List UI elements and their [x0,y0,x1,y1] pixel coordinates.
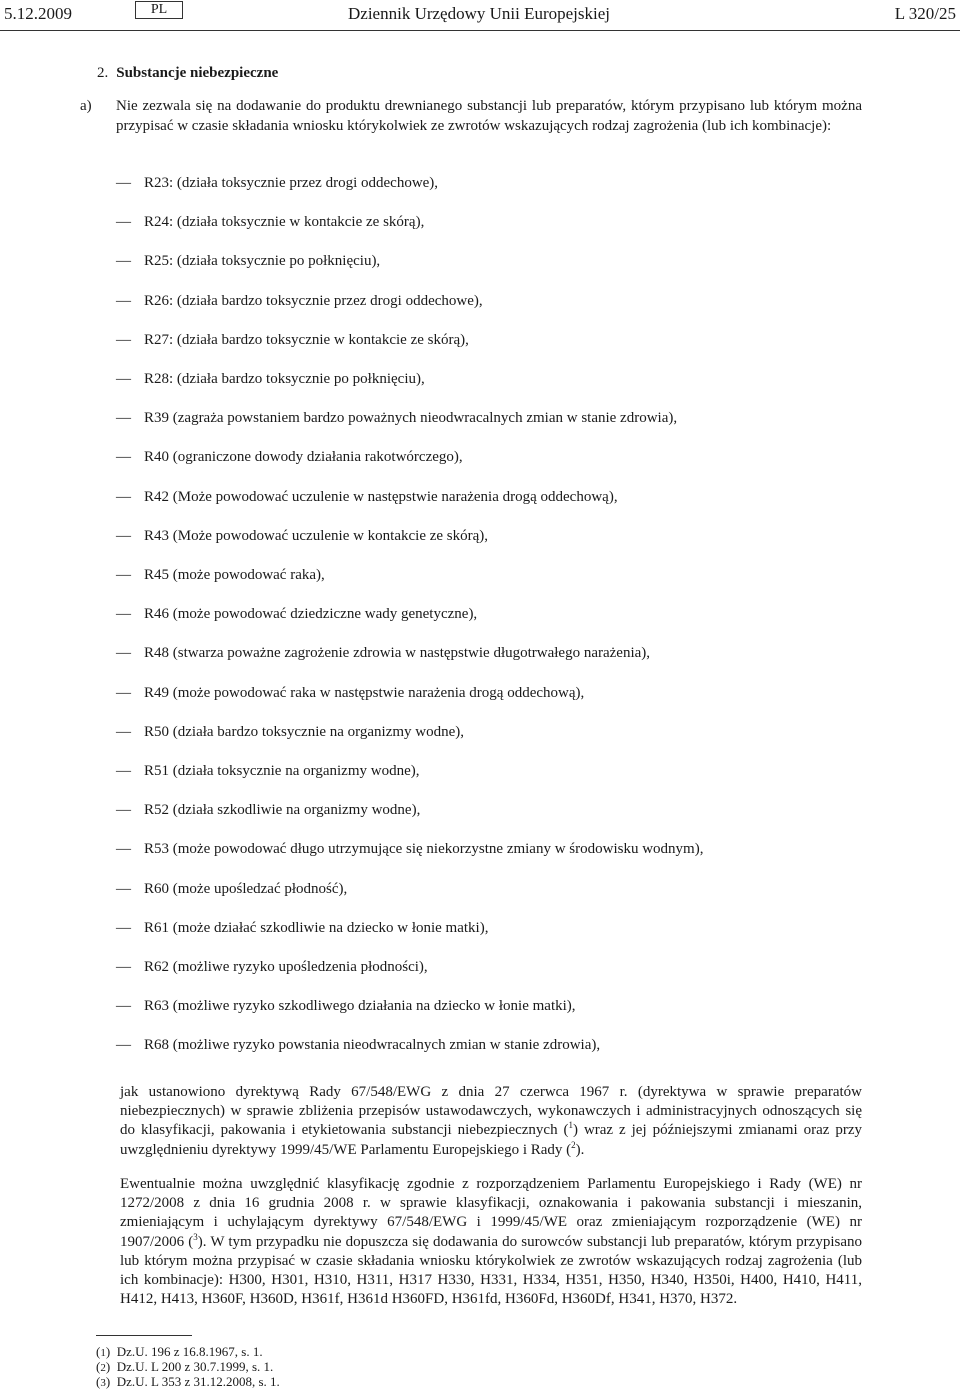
hazard-text: R28: (działa bardzo toksycznie po połknięciu), [144,371,425,387]
directive-reference-paragraph [120,1083,862,1160]
hazard-text: R49 (może powodować raka w następstwie narażenia drogą oddechową), [144,684,585,701]
footnote-text: Dz.U. L 200 z 30.7.1999, s. 1. [116,1359,274,1374]
hazard-text: R60 (może upośledzać płodność), [144,880,348,897]
list-dash: — [116,253,131,270]
hazard-text: R52 (działa szkodliwie na organizmy wodne), [144,802,421,819]
section-title: Substancje niebezpieczne [116,65,279,81]
hazard-text: R46 (może powodować dziedziczne wady genetyczne), [144,606,478,623]
hazard-item [116,684,584,703]
footnote-ref-2: 2 [571,1139,576,1150]
hazard-text: R62 (możliwe ryzyko upośledzenia płodności), [144,959,428,975]
footnote-text: Dz.U. L 353 z 31.12.2008, s. 1. [116,1374,280,1389]
hazard-text: R24: (działa toksycznie w kontakcie ze skórą), [144,214,425,231]
hazard-item [116,488,618,507]
section-heading [97,65,278,82]
footnote-ref-3: 3 [193,1231,198,1242]
footnote-text: Dz.U. 196 z 16.8.1967, s. 1. [116,1344,263,1359]
hazard-item [116,840,703,859]
hazard-text: R50 (działa bardzo toksycznie na organizmy wodne), [144,723,465,740]
footnote-2: (2) Dz.U. L 200 z 30.7.1999, s. 1. [96,1359,274,1374]
hazard-item [116,213,424,232]
footnote-1: (1) Dz.U. 196 z 16.8.1967, s. 1. [96,1344,263,1359]
page-reference: L 320/25 [894,4,956,23]
list-dash: — [116,841,131,858]
hazard-item [116,566,325,585]
list-dash: — [116,998,131,1015]
list-dash: — [116,880,131,897]
list-dash: — [116,919,131,936]
list-dash: — [116,175,131,191]
list-dash: — [116,606,131,623]
footnote-3: (3) Dz.U. L 353 z 31.12.2008, s. 1. [96,1374,280,1389]
hazard-item [116,723,464,742]
list-dash: — [116,802,131,819]
hazard-item [116,331,469,350]
list-dash: — [116,214,131,231]
ref-text-2: ) wraz z jej późniejszymi zmianami oraz przy uwzględnieniu dyrektywy 1999/45/WE Parlamentu Europejskiego i Rady ( [120,1122,862,1158]
list-dash: — [116,449,131,466]
hazard-item [116,919,488,938]
footnote-ref-1: 1 [568,1120,574,1131]
list-dash: — [116,371,131,387]
hazard-item [116,448,463,467]
hazard-item [116,644,650,663]
hazard-item [116,292,483,311]
publication-date: 5.12.2009 [4,4,72,23]
footnote-separator [96,1335,192,1336]
hazard-text: R40 (ograniczone dowody działania rakotwórczego), [144,449,463,466]
hazard-text: R51 (działa toksycznie na organizmy wodne), [144,763,420,779]
paragraph-a [80,97,862,136]
journal-title: Dziennik Urzędowy Unii Europejskiej [348,4,611,23]
list-dash: — [116,292,131,309]
hazard-item [116,527,488,546]
paragraph-letter: a) [80,98,92,114]
list-dash: — [116,763,131,779]
hazard-text: R68 (możliwe ryzyko powstania nieodwracalnych zmian w stanie zdrowia), [144,1037,601,1054]
section-number: 2. [97,65,109,81]
list-dash: — [116,723,131,740]
hazard-text: R25: (działa toksycznie po połknięciu), [144,253,381,270]
list-dash: — [116,331,131,348]
list-dash: — [116,488,131,505]
hazard-text: R63 (możliwe ryzyko szkodliwego działania na dziecko w łonie matki), [144,998,576,1015]
hazard-text: R48 (stwarza poważne zagrożenie zdrowia w następstwie długotrwałego narażenia), [144,645,651,662]
list-dash: — [116,567,131,583]
hazard-text: R45 (może powodować raka), [144,567,325,583]
hazard-text: R42 (Może powodować uczulenie w następstwie narażenia drogą oddechową), [144,488,618,505]
language-badge: PL [135,1,183,19]
hazard-text: R61 (może działać szkodliwie na dziecko w łonie matki), [144,919,489,936]
hazard-item [116,997,576,1016]
hazard-item [116,958,428,977]
hazard-text: R27: (działa bardzo toksycznie w kontakcie ze skórą), [144,331,469,348]
list-dash: — [116,410,131,427]
list-dash: — [116,684,131,701]
list-dash: — [116,527,131,544]
clp-text-1: Ewentualnie można uwzględnić klasyfikację zgodnie z rozporządzeniem Parlamentu Europejskiego i Rady (WE) nr 1272/2008 z dnia 16 grudnia 2008 r. w sprawie klasyfikacji, oznakowania i pakowania substancji i mieszanin, zmieniającym i uchylającym dyrektywy 67/548/EWG i 1999/45/WE oraz zmieniającym rozporządzenie (WE) nr 1907/2006 ( [120,1176,862,1250]
hazard-item [116,605,477,624]
hazard-item [116,801,420,820]
hazard-text: R43 (Może powodować uczulenie w kontakcie ze skórą), [144,527,489,544]
hazard-item [116,1036,600,1055]
hazard-item [116,370,425,389]
hazard-item [116,762,419,781]
page-header [0,0,960,31]
hazard-item [116,252,380,271]
clp-text-2: ). W tym przypadku nie dopuszcza się dodawania do surowców substancji lub preparatów, którym przypisano lub którym można przypisać w czasie składania wniosku którykolwiek ze zwrotów wskazujących rodzaj zagrożenia (lub ich kombinacje): H300, H301, H310, H311, H317 H330, H331, H334, H351, H350, H340, H350i, H400, H410, H411, H412, H413, H360F, H360D, H361f, H361d H360FD, H361fd, H360Fd, H360Df, H341, H370, H372. [120,1233,862,1308]
hazard-item [116,174,438,193]
hazard-text: R39 (zagraża powstaniem bardzo poważnych nieodwracalnych zmian w stanie zdrowia), [144,410,678,427]
hazard-item [116,880,347,899]
list-dash: — [116,645,131,662]
hazard-text: R23: (działa toksycznie przez drogi oddechowe), [144,175,439,191]
hazard-text: R53 (może powodować długo utrzymujące się niekorzystne zmiany w środowisku wodnym), [144,841,704,858]
clp-classification-paragraph [120,1175,862,1309]
hazard-item [116,409,677,428]
paragraph-a-text: Nie zezwala się na dodawanie do produktu drewnianego substancji lub preparatów, którym przypisano lub którym można przypisać w czasie składania wniosku którykolwiek ze zwrotów wskazujących rodzaj zagrożenia (lub ich kombinacje): [116,98,862,134]
ref-text-1: jak ustanowiono dyrektywą Rady 67/548/EWG z dnia 27 czerwca 1967 r. (dyrektywa w sprawie preparatów niebezpiecznych) w sprawie zbliżenia przepisów ustawodawczych, wykonawczych i administracyjnych odnoszących się do klasyfikacji, pakowania i etykietowania substancji niebezpiecznych ( [120,1084,862,1139]
list-dash: — [116,959,131,975]
list-dash: — [116,1037,131,1054]
ref-text-3: ). [575,1141,585,1158]
hazard-text: R26: (działa bardzo toksycznie przez drogi oddechowe), [144,292,483,309]
